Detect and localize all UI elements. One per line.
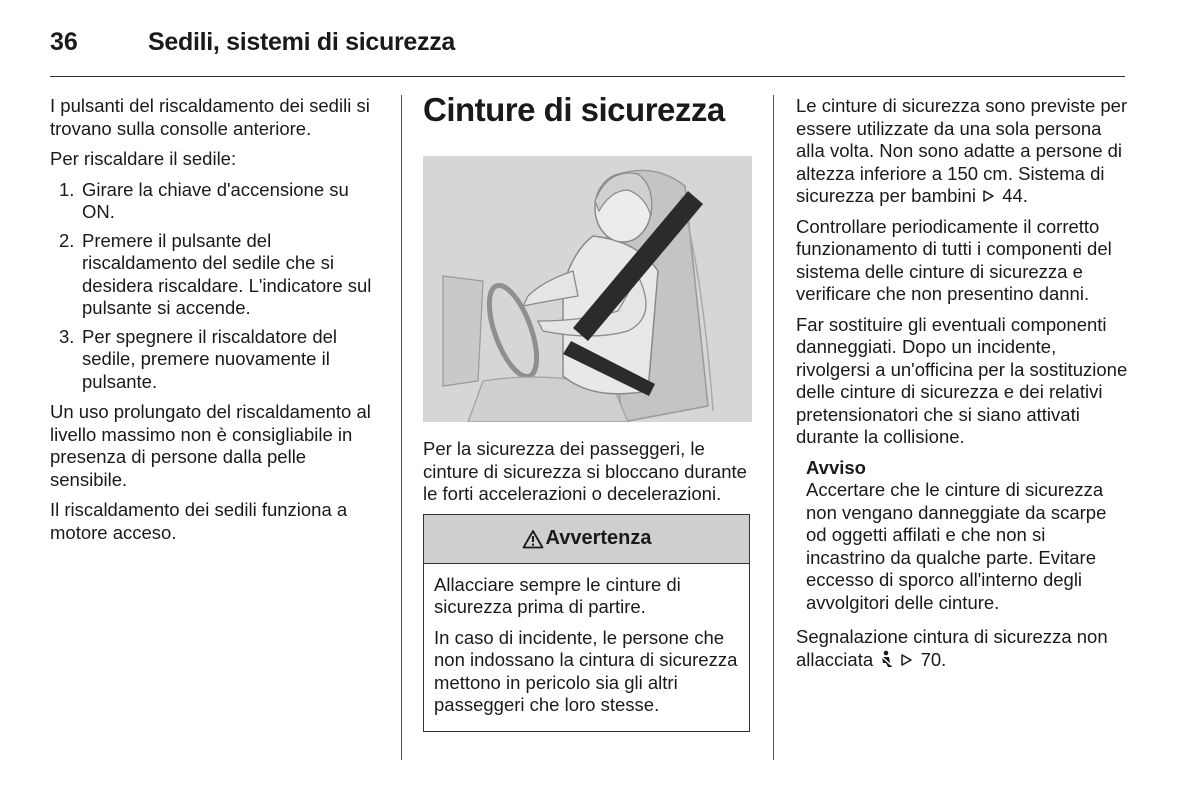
step-number: 3. [59, 325, 75, 347]
list-item [50, 230, 385, 320]
paragraph [796, 626, 1128, 671]
warning-box [423, 514, 750, 732]
page-number: 36 [50, 28, 78, 56]
step-text: Per spegnere il riscaldatore del sedile, premere nuovamente il pulsante. [82, 325, 338, 392]
seatbelt-warning-icon [878, 650, 894, 668]
warning-title: Avvertenza [545, 527, 652, 550]
paragraph: Per la sicurezza dei passeggeri, le cinture di sicurezza si bloccano durante le forti accelerazioni o decelerazioni. [423, 438, 747, 504]
paragraph: Controllare periodicamente il corretto funzionamento di tutti i componenti del sistema delle cinture di sicurezza e verificare che non presentino danni. [796, 215, 1112, 304]
notice-box [806, 457, 1128, 615]
step-text: Girare la chiave d'accensione su ON. [82, 178, 349, 222]
column-left [50, 95, 385, 552]
steps-list [50, 179, 385, 394]
page-reference-arrow-icon [981, 188, 997, 204]
step-number: 2. [59, 229, 75, 251]
warning-header [424, 515, 749, 564]
paragraph: I pulsanti del riscaldamento dei sedili si trovano sulla consolle anteriore. [50, 95, 370, 139]
column-divider [773, 95, 774, 760]
notice-text: Accertare che le cinture di sicurezza non vengano danneggiate da scarpe od oggetti affilati e che non si incastrino da qualche parte. Evitare eccesso di sporco all'interno degli avvolgitori delle cinture. [806, 479, 1107, 613]
paragraph: Far sostituire gli eventuali componenti danneggiati. Dopo un incidente, rivolgersi a un'officina per la sostituzione delle cinture di sicurezza e dei relativi pretensionatori che si siano attivati durante la collisione. [796, 313, 1128, 447]
step-number: 1. [59, 178, 75, 200]
column-right [796, 95, 1128, 679]
step-text: Premere il pulsante del riscaldamento del sedile che si desidera riscaldare. L'indicatore sul pulsante si accende. [82, 229, 372, 318]
notice-title: Avviso [806, 456, 866, 478]
paragraph: Un uso prolungato del riscaldamento al livello massimo non è consigliabile in presenza di persone dalla pelle sensibile. [50, 401, 371, 490]
warning-triangle-icon [522, 529, 544, 549]
list-item [50, 326, 385, 394]
chapter-title: Cinture di sicurezza [423, 91, 725, 128]
page-reference: 44. [1002, 185, 1028, 206]
page-reference-arrow-icon [899, 652, 915, 668]
paragraph: Allacciare sempre le cinture di sicurezza prima di partire. [434, 573, 681, 617]
page-reference: 70. [920, 648, 947, 670]
section-title: Sedili, sistemi di sicurezza [148, 28, 456, 56]
warning-body [424, 564, 749, 731]
column-divider [401, 95, 402, 760]
paragraph-text: Le cinture di sicurezza sono previste per essere utilizzate da una sola persona alla volta. Non sono adatte a persone di altezza inferiore a 150 cm. Sistema di sicurezza per bambini [796, 95, 1128, 206]
paragraph: Il riscaldamento dei sedili funziona a motore acceso. [50, 499, 348, 543]
paragraph-text: Segnalazione cintura di sicurezza non allacciata [796, 626, 1108, 670]
paragraph: Per riscaldare il sedile: [50, 148, 237, 169]
seatbelt-illustration [423, 156, 752, 422]
page-header [50, 24, 1125, 77]
paragraph: In caso di incidente, le persone che non indossano la cintura di sicurezza mettono in pericolo sia gli altri passeggeri che loro stesse. [434, 626, 738, 715]
list-item [50, 179, 385, 224]
column-middle [423, 90, 753, 732]
paragraph [796, 95, 1128, 208]
